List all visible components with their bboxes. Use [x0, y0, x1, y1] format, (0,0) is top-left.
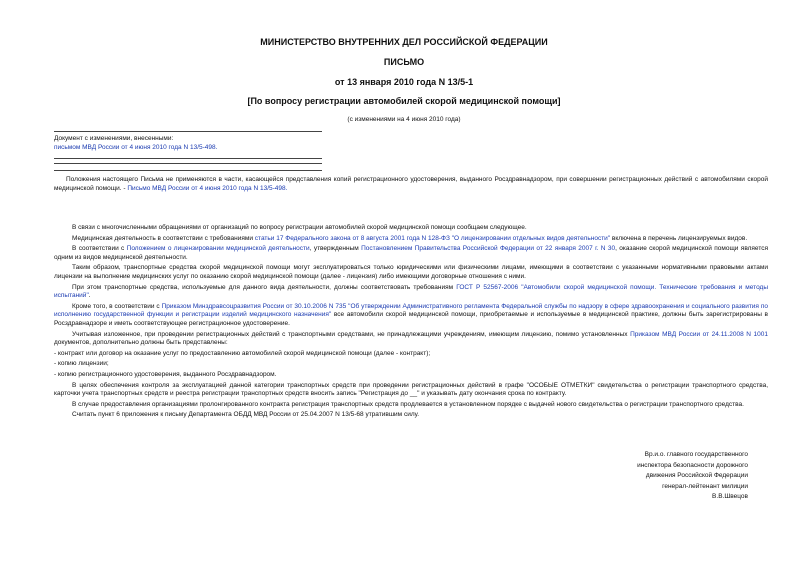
paragraph: В соответствии с Положением о лицензировании медицинской деятельности, утвержденным Постановлением Правительства Российской Федерации от 22 января 2007 г. N 30, оказание скорой медицинской помощи является одним из видов медицинской деятельности.: [54, 245, 769, 261]
signature-line: инспектора безопасности дорожного: [637, 461, 748, 469]
list-item: - копию регистрационного удостоверения, выданного Росздравнадзором.: [54, 370, 277, 378]
signature-line: генерал-лейтенант милиции: [662, 482, 748, 490]
order-link[interactable]: Приказом Минздравсоцразвития России от 30.10.2006 N 735 "Об утверждении Административного регламента Федеральной службы по надзору в сфере здравоохранения и социального развития по исполнению государственной функции и регистрации изделий медицинского назначения": [54, 302, 768, 319]
paragraph: В целях обеспечения контроля за эксплуатацией данной категории транспортных средств при проведении регистрационных действий в графе "ОСОБЫЕ ОТМЕТКИ" свидетельства о регистрации транспортного средства, карточки учета транспортных средств и реестра регистрации транспортных средств вносить запись "Регистрация до __" и указывать дату окончания срока по контракту.: [54, 381, 768, 398]
signatory-name: В.В.Швецов: [712, 493, 748, 500]
document-subject: [По вопросу регистрации автомобилей скорой медицинской помощи]: [247, 96, 561, 106]
list-item: - контракт или договор на оказание услуг по предоставлению автомобилей скорой медицинской помощи (далее - контракт);: [54, 349, 431, 357]
letter-body: [54, 224, 768, 422]
changes-link[interactable]: письмом МВД России от 4 июня 2010 года N 13/5-498.: [54, 144, 218, 151]
paragraph: В связи с многочисленными обращениями от организаций по вопросу регистрации автомобилей скорой медицинской помощи сообщаем следующее.: [72, 224, 527, 231]
divider: [54, 158, 322, 159]
applicability-link[interactable]: Письмо МВД России от 4 июня 2010 года N 13/5-498.: [127, 185, 288, 192]
divider: [54, 170, 322, 171]
changes-box: [54, 134, 217, 152]
changes-label: Документ с изменениями, внесенными:: [54, 135, 174, 142]
applicability-note: Положения настоящего Письма не применяются в части, касающейся представления копий регистрационного удостоверения, выданного Росздравнадзором, при совершении регистрационных действий с автомобилями скорой медицинской помощи. - Письмо МВД России от 4 июня 2010 года N 13/5-498.: [54, 176, 768, 192]
paragraph: Считать пункт 6 приложения к письму Департамента ОБДД МВД России от 25.04.2007 N 13/5-68 утратившим силу.: [72, 411, 420, 419]
document-page: [40, 0, 768, 571]
document-type: ПИСЬМО: [383, 57, 425, 67]
paragraph: При этом транспортные средства, используемые для данного вида деятельности, должны соответствовать требованиям ГОСТ Р 52567-2006 "Автомобили скорой медицинской помощи. Технические требования и методы испытаний".: [54, 283, 769, 300]
ministry-heading: МИНИСТЕРСТВО ВНУТРЕННИХ ДЕЛ РОССИЙСКОЙ ФЕДЕРАЦИИ: [260, 37, 548, 47]
decree-link[interactable]: Постановлением Правительства Российской Федерации от 22 января 2007 г. N 30: [361, 245, 616, 253]
divider: [54, 163, 322, 164]
paragraph: Кроме того, в соответствии с Приказом Минздравсоцразвития России от 30.10.2006 N 735 "Об утверждении Административного регламента Федеральной службы по надзору в сфере здравоохранения и социального развития по исполнению государственной функции и регистрации изделий медицинского назначения" все автомобили скорой медицинской помощи, приобретаемые и используемые в медицинской практике, должны быть зарегистрированы в Росздравнадзоре и иметь соответствующее регистрационное удостоверение.: [54, 302, 768, 327]
law-link[interactable]: статьи 17 Федерального закона от 8 августа 2001 года N 128-ФЗ "О лицензировании отдельных видов деятельности": [254, 234, 611, 242]
paragraph: Учитывая изложенное, при проведении регистрационных действий с транспортными средствами, не принадлежащими учреждениям, имеющим лицензию, помимо установленных Приказом МВД России от 24.11.2008 N 1001 документов, дополнительно должны быть представлены:: [54, 330, 768, 347]
signature-line: Вр.и.о. главного государственного: [644, 451, 748, 458]
gost-link[interactable]: ГОСТ Р 52567-2006 "Автомобили скорой медицинской помощи. Технические требования и методы испытаний": [54, 283, 769, 300]
divider: [54, 131, 322, 132]
revision-note: (с изменениями на 4 июня 2010 года): [347, 116, 461, 123]
regulation-link[interactable]: Положением о лицензировании медицинской деятельности: [126, 245, 310, 253]
list-item: - копию лицензии;: [54, 360, 109, 368]
mvd-order-link[interactable]: Приказом МВД России от 24.11.2008 N 1001: [630, 330, 768, 338]
paragraph: Медицинская деятельность в соответствии с требованиями статьи 17 Федерального закона от 8 августа 2001 года N 128-ФЗ "О лицензировании отдельных видов деятельности" включена в перечень лицензируемых видов.: [72, 234, 748, 242]
document-date-number: от 13 января 2010 года N 13/5-1: [334, 77, 474, 87]
paragraph: В случае предоставления организациями пролонгированного контракта регистрация транспортных средств продлевается в установленном порядке с выдачей нового свидетельства о регистрации транспортного средства.: [72, 400, 744, 408]
signature-block: [637, 450, 748, 503]
signature-line: движения Российской Федерации: [645, 472, 748, 479]
paragraph: Таким образом, транспортные средства скорой медицинской помощи могут эксплуатироваться только юридическими или физическими лицами, имеющими в соответствии с указанными нормативными правовыми актами лицензии на выполнение медицинских услуг по оказанию скорой медицинской помощи (далее - лицензия) либо имеющими договорные отношения с ними.: [54, 264, 768, 280]
